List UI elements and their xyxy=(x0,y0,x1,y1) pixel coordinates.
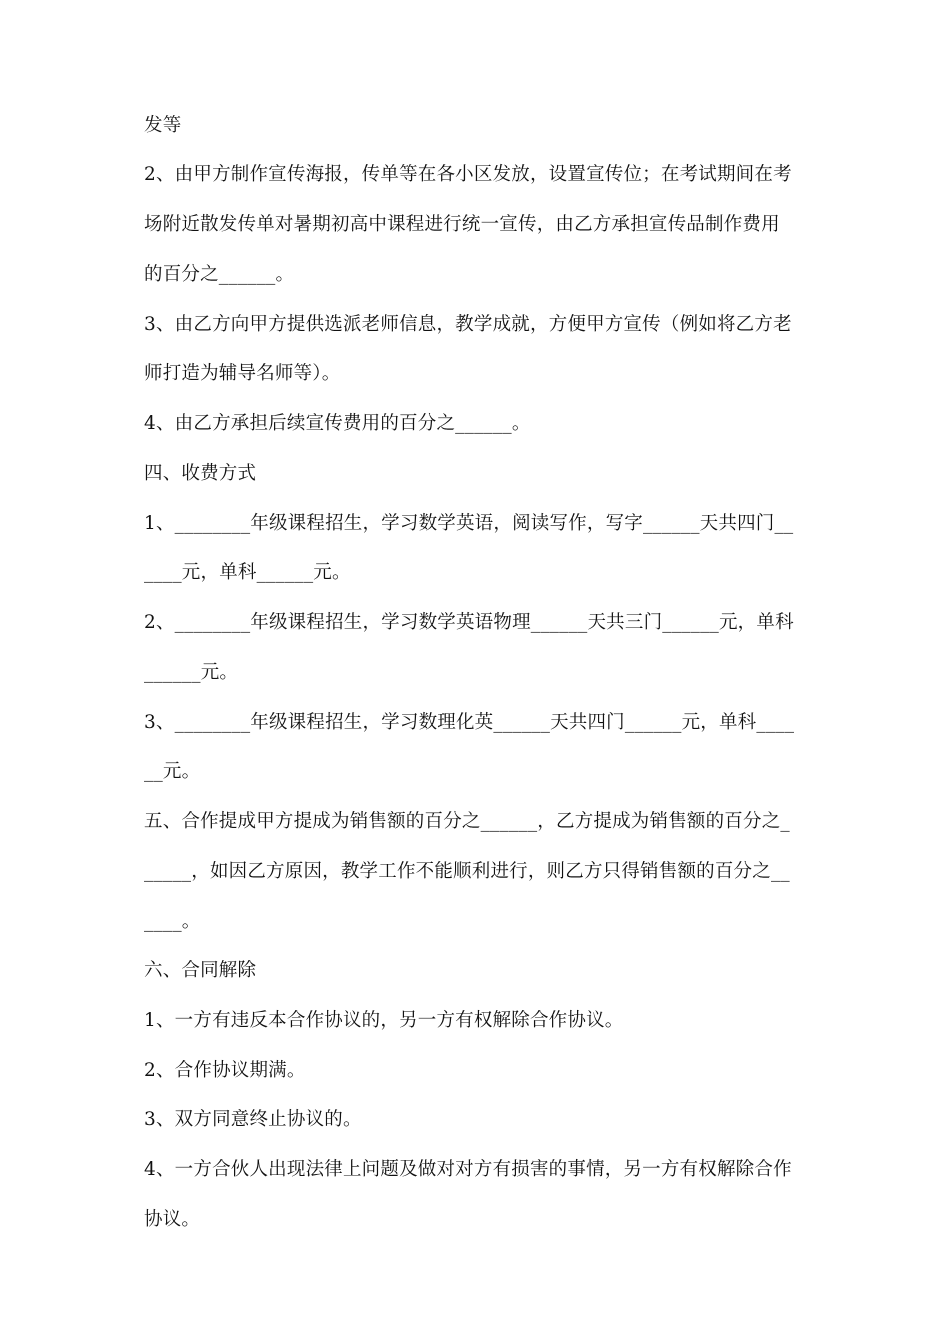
text-line: 协议。 xyxy=(144,1209,201,1230)
text-line: 发等 xyxy=(144,115,182,136)
text-line: 场附近散发传单对暑期初高中课程进行统一宣传，由乙方承担宣传品制作费用 xyxy=(144,214,780,235)
text-line: ____元，单科______元。 xyxy=(144,562,351,583)
text-line: 3、________年级课程招生，学习数理化英______天共四门______元，单科____ xyxy=(144,712,795,733)
text-line: 3、由乙方向甲方提供选派老师信息，教学成就，方便甲方宣传（例如将乙方老 xyxy=(144,314,792,335)
text-line: 4、一方合伙人出现法律上问题及做对对方有损害的事情，另一方有权解除合作 xyxy=(144,1159,792,1180)
section-heading: 六、合同解除 xyxy=(144,960,257,981)
text-line: 2、合作协议期满。 xyxy=(144,1060,306,1081)
text-line: _____，如因乙方原因，教学工作不能顺利进行，则乙方只得销售额的百分之__ xyxy=(144,861,790,882)
section-heading: 四、收费方式 xyxy=(144,463,257,484)
text-line: ______元。 xyxy=(144,662,239,683)
text-line: 4、由乙方承担后续宣传费用的百分之______。 xyxy=(144,413,531,434)
text-line: 师打造为辅导名师等）。 xyxy=(144,363,341,384)
text-line: 1、一方有违反本合作协议的，另一方有权解除合作协议。 xyxy=(144,1010,624,1031)
section-heading: 五、合作提成甲方提成为销售额的百分之______，乙方提成为销售额的百分之_ xyxy=(144,811,790,832)
text-line: 2、________年级课程招生，学习数学英语物理______天共三门______元，单科 xyxy=(144,612,794,633)
text-line: __元。 xyxy=(144,761,201,782)
text-line: 3、双方同意终止协议的。 xyxy=(144,1109,362,1130)
text-line: 1、________年级课程招生，学习数学英语，阅读写作，写字______天共四门__ xyxy=(144,513,794,534)
text-line: 的百分之______。 xyxy=(144,264,295,285)
text-line: ____。 xyxy=(144,911,201,932)
text-line: 2、由甲方制作宣传海报，传单等在各小区发放，设置宣传位；在考试期间在考 xyxy=(144,164,792,185)
